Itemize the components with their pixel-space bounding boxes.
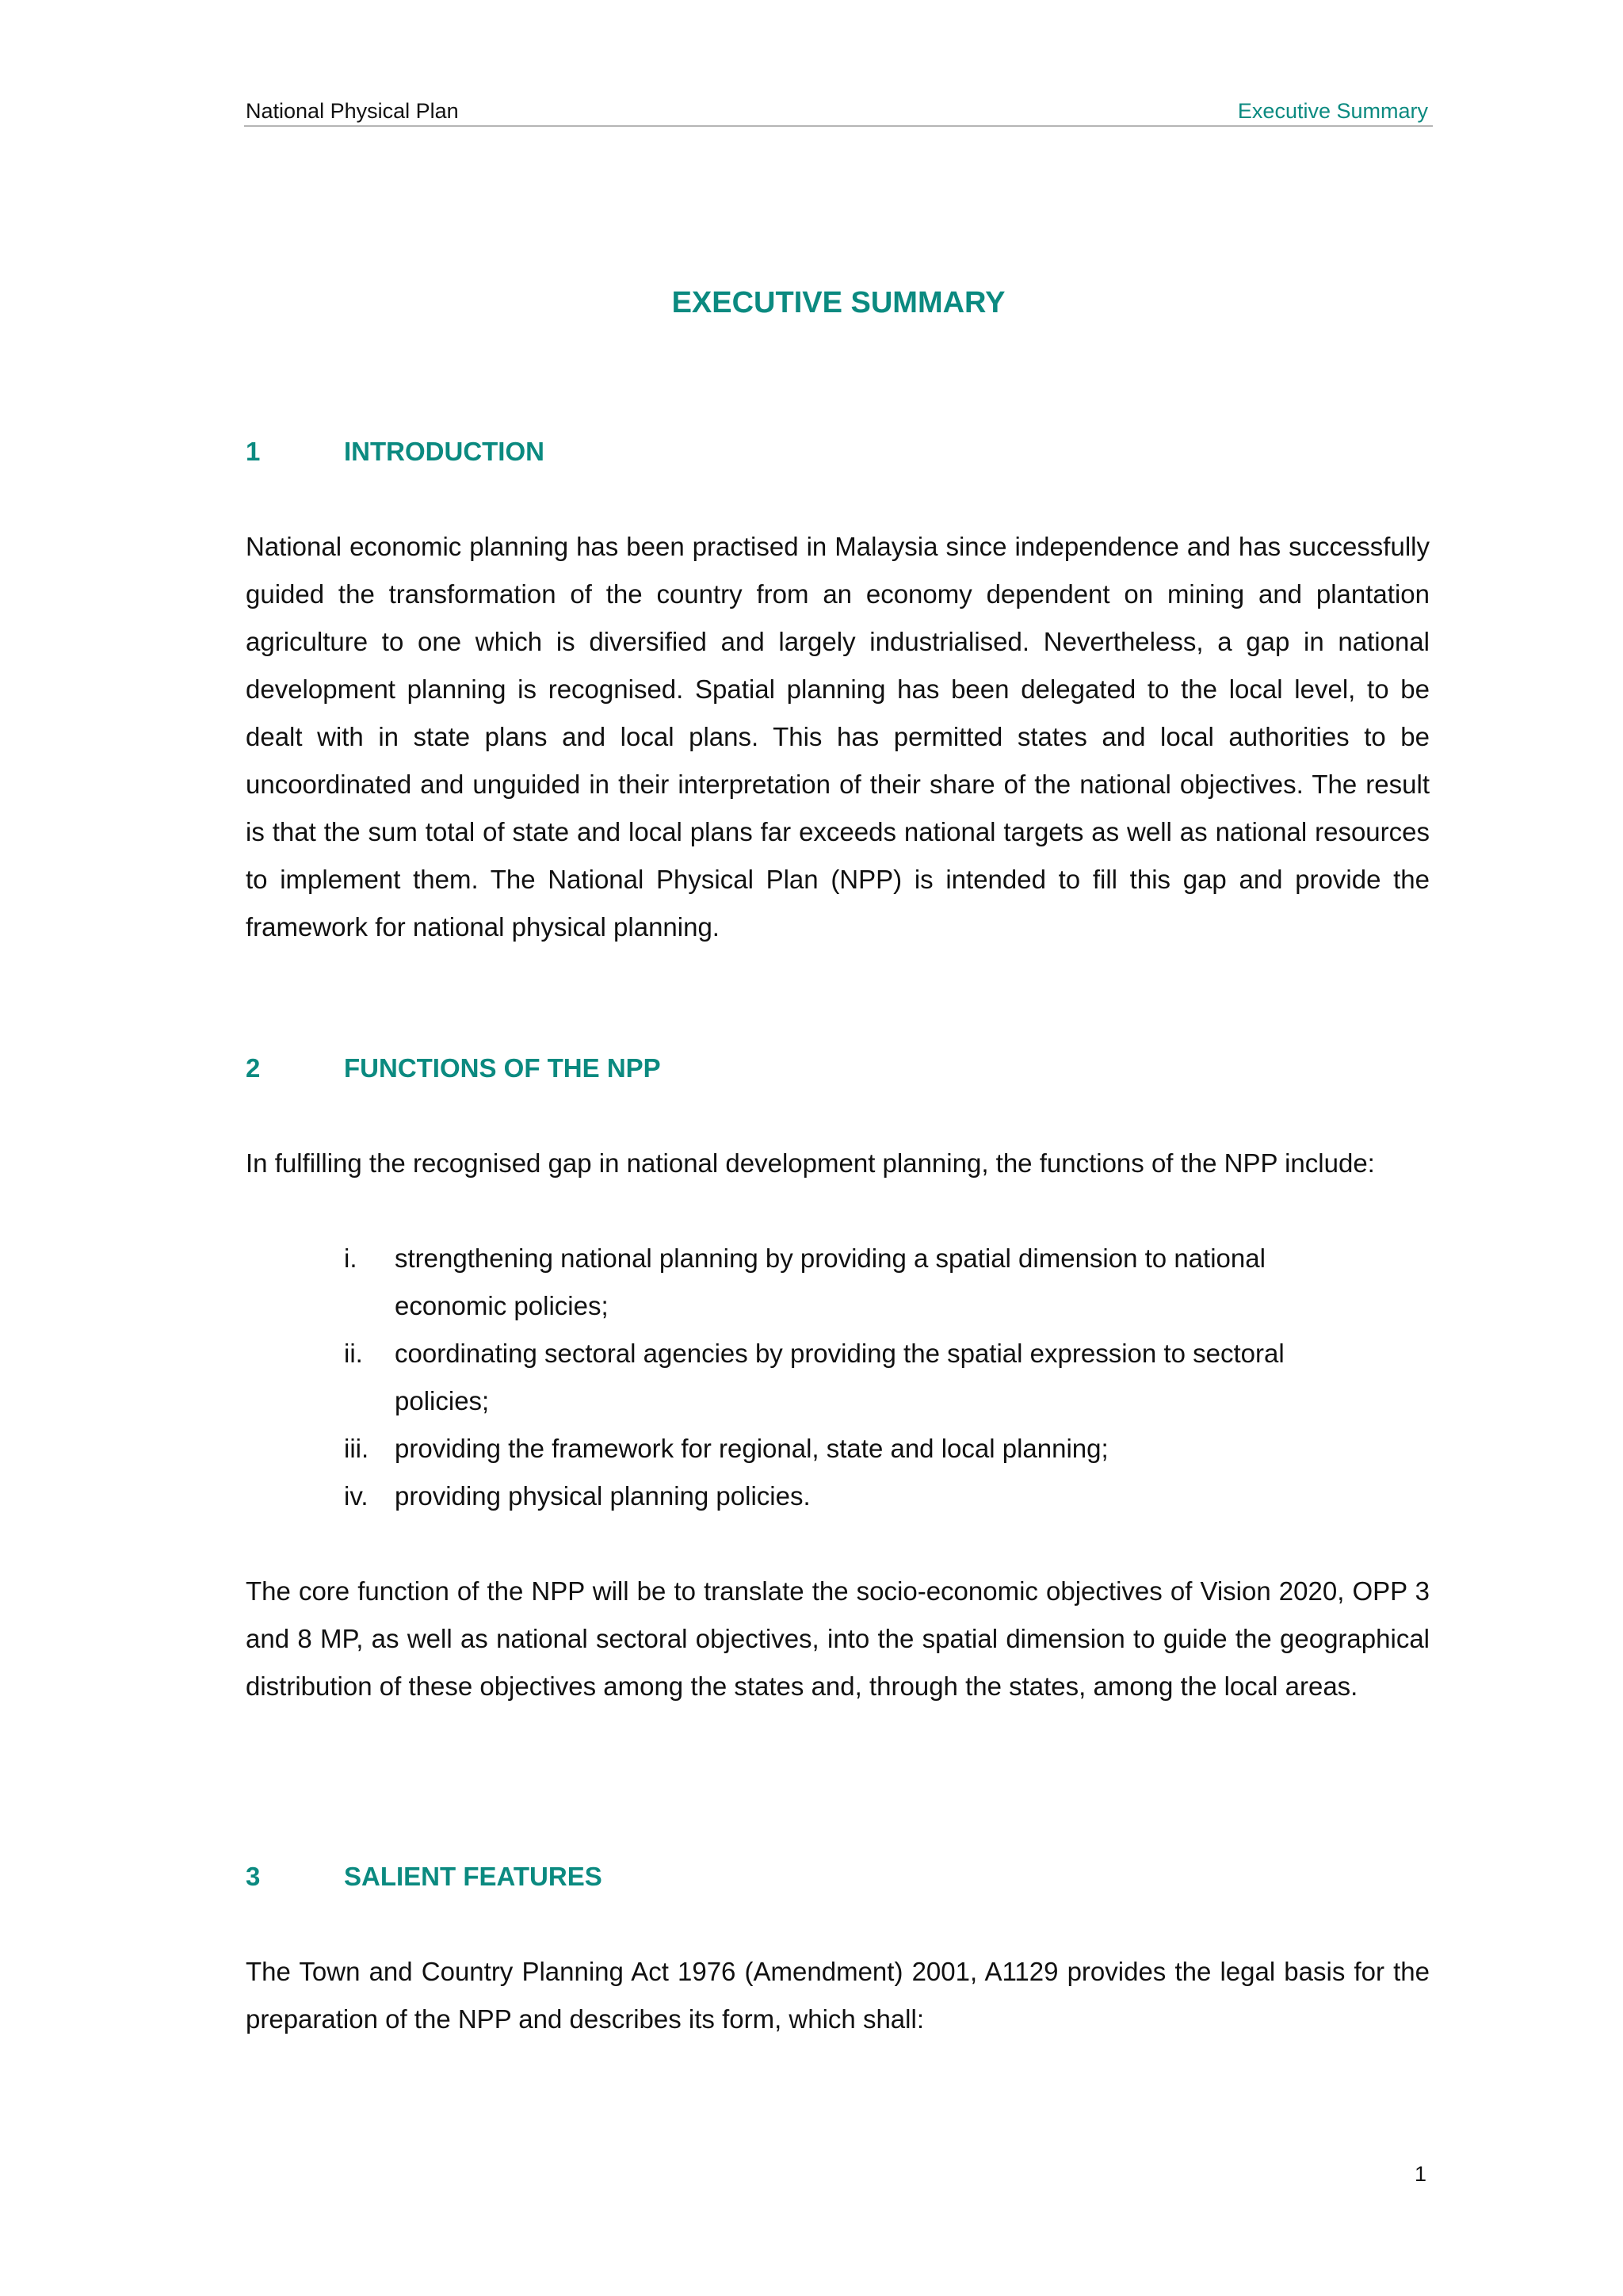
section-number: 1 <box>246 437 261 466</box>
list-item <box>341 1235 1371 1330</box>
section-title: INTRODUCTION <box>344 437 544 466</box>
page-title: EXECUTIVE SUMMARY <box>671 286 1006 319</box>
functions-list <box>341 1235 1371 1520</box>
introduction-paragraph: National economic planning has been practised in Malaysia since independence and has successfully guided the transformation of the country from an economy dependent on mining and plantation agriculture to one which is diversified and largely industrialised. Nevertheless, a gap in national development planning is recognised. Spatial planning has been delegated to the local level, to be dealt with in state plans and local plans. This has permitted states and local authorities to be uncoordinated and unguided in their interpretation of their share of the national objectives. The result is that the sum total of state and local plans far exceeds national targets as well as national resources to implement them. The National Physical Plan (NPP) is intended to fill this gap and provide the framework for national physical planning. <box>246 532 1430 942</box>
list-item <box>341 1425 1371 1473</box>
functions-closing-paragraph: The core function of the NPP will be to translate the socio-economic objectives of Vision 2020, OPP 3 and 8 MP, as well as national sectoral objectives, into the spatial dimension to guide the geographical distribution of these objectives among the states and, through the states, among the local areas. <box>246 1576 1430 1701</box>
section-heading-functions <box>246 1051 661 1086</box>
section-title: SALIENT FEATURES <box>344 1862 602 1891</box>
section-heading-salient-features <box>246 1859 602 1894</box>
list-item-text: coordinating sectoral agencies by providing the spatial expression to sectoral policies; <box>395 1339 1285 1415</box>
salient-features-paragraph: The Town and Country Planning Act 1976 (Amendment) 2001, A1129 provides the legal basis for the preparation of the NPP and describes its form, which shall: <box>246 1957 1430 2034</box>
section-heading-introduction <box>246 434 544 469</box>
header-section-name: Executive Summary <box>1237 99 1428 123</box>
section-number: 2 <box>246 1053 261 1083</box>
list-marker: ii. <box>344 1339 363 1368</box>
list-item-text: providing physical planning policies. <box>395 1481 811 1511</box>
running-header <box>244 95 1433 127</box>
section-number: 3 <box>246 1862 261 1891</box>
section-title: FUNCTIONS OF THE NPP <box>344 1053 661 1083</box>
functions-intro-paragraph: In fulfilling the recognised gap in national development planning, the functions of the NPP include: <box>246 1148 1375 1178</box>
list-item <box>341 1330 1371 1425</box>
list-item <box>341 1473 1371 1520</box>
list-marker: i. <box>344 1244 357 1273</box>
list-marker: iii. <box>344 1434 369 1463</box>
list-item-text: providing the framework for regional, state and local planning; <box>395 1434 1109 1463</box>
list-marker: iv. <box>344 1481 369 1511</box>
list-item-text: strengthening national planning by providing a spatial dimension to national economic policies; <box>395 1244 1266 1320</box>
page-number: 1 <box>1414 2162 1426 2186</box>
header-document-name: National Physical Plan <box>246 99 459 123</box>
